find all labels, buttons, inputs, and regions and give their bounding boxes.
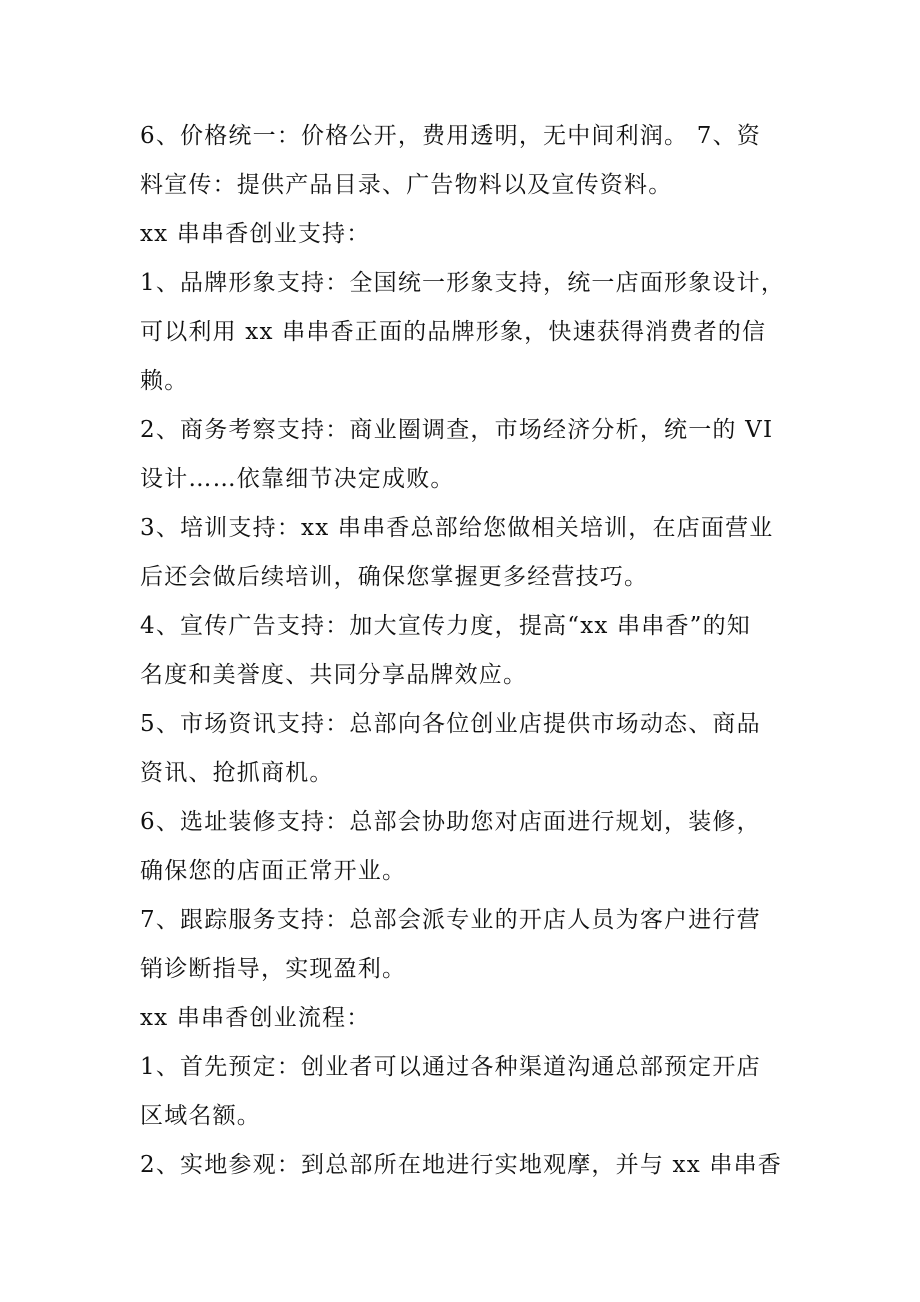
text-line-market-info: 5、市场资讯支持：总部向各位创业店提供市场动态、商品 bbox=[140, 711, 761, 737]
text-line-training-cont: 后还会做后续培训，确保您掌握更多经营技巧。 bbox=[140, 564, 649, 590]
text-line-site-visit: 2、实地参观：到总部所在地进行实地观摩，并与 xx 串串香 bbox=[140, 1152, 782, 1178]
text-line-advertising: 4、宣传广告支持：加大宣传力度，提高“xx 串串香”的知 bbox=[140, 613, 752, 639]
text-line-training: 3、培训支持：xx 串串香总部给您做相关培训，在店面营业 bbox=[140, 515, 774, 541]
text-line-site-decoration: 6、选址装修支持：总部会协助您对店面进行规划，装修， bbox=[140, 809, 761, 835]
text-line-reservation: 1、首先预定：创业者可以通过各种渠道沟通总部预定开店 bbox=[140, 1054, 761, 1080]
text-line-business-survey-cont: 设计……依靠细节决定成败。 bbox=[140, 466, 455, 492]
text-line-brand-support-cont: 可以利用 xx 串串香正面的品牌形象，快速获得消费者的信 bbox=[140, 319, 767, 345]
text-line-price-unified: 6、价格统一：价格公开，费用透明，无中间利润。 7、资 bbox=[140, 123, 761, 149]
text-line-business-survey: 2、商务考察支持：商业圈调查，市场经济分析，统一的 VI bbox=[140, 417, 774, 443]
text-line-advertising-cont: 名度和美誉度、共同分享品牌效应。 bbox=[140, 662, 528, 688]
section-heading-process: xx 串串香创业流程： bbox=[140, 1005, 371, 1031]
text-line-brand-support: 1、品牌形象支持：全国统一形象支持，统一店面形象设计， bbox=[140, 270, 786, 296]
text-line-tracking-service: 7、跟踪服务支持：总部会派专业的开店人员为客户进行营 bbox=[140, 907, 761, 933]
section-heading-support: xx 串串香创业支持： bbox=[140, 221, 371, 247]
text-line-reservation-cont: 区域名额。 bbox=[140, 1103, 261, 1129]
text-line-site-decoration-cont: 确保您的店面正常开业。 bbox=[140, 858, 407, 884]
text-line-materials: 料宣传：提供产品目录、广告物料以及宣传资料。 bbox=[140, 172, 673, 198]
text-line-tracking-service-cont: 销诊断指导，实现盈利。 bbox=[140, 956, 407, 982]
text-line-market-info-cont: 资讯、抢抓商机。 bbox=[140, 760, 334, 786]
text-line-brand-support-end: 赖。 bbox=[140, 368, 189, 394]
